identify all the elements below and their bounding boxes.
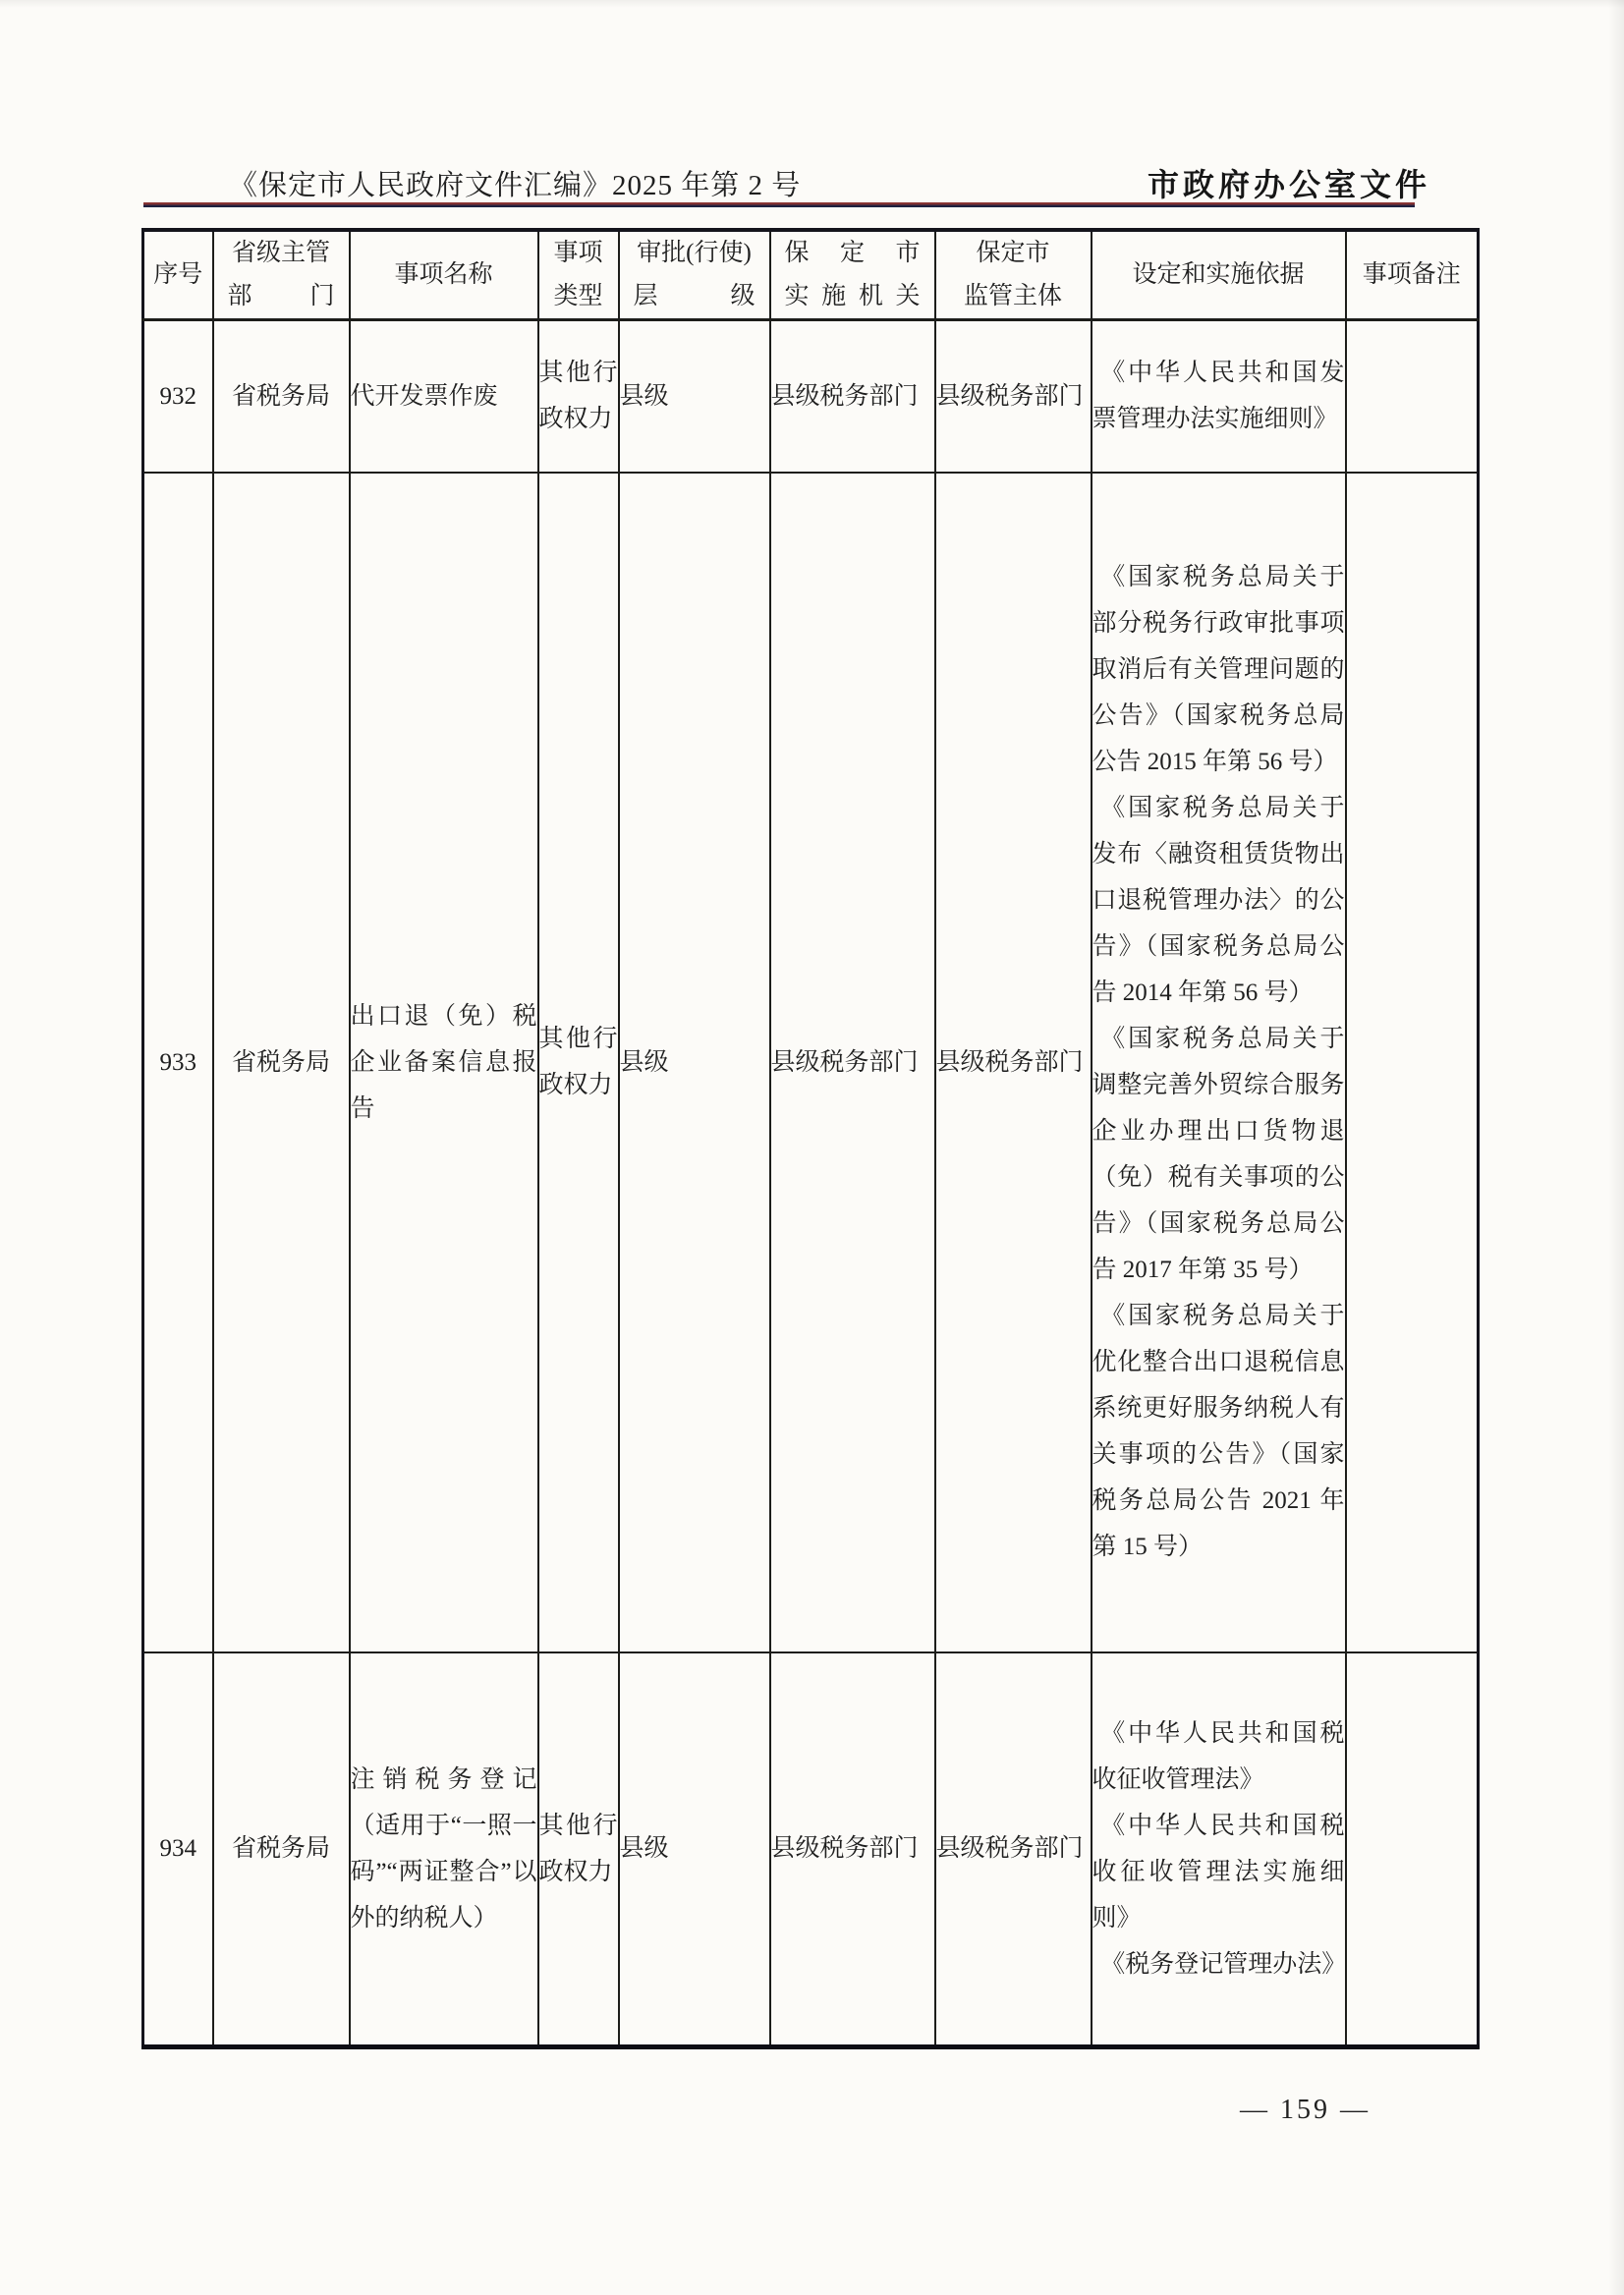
table-row-932 — [143, 320, 1479, 473]
administrative-items-table — [141, 228, 1480, 2049]
basis-citation: 《国家税务总局关于发布〈融资租赁货物出口退税管理办法〉的公告》（国家税务总局公告 2014 年第 56 号） — [1092, 795, 1345, 1006]
cell-item-type: 其他行政权力 — [538, 320, 619, 473]
cell-implementing-organ: 县级税务部门 — [770, 320, 935, 473]
col-header-no: 序号 — [143, 230, 213, 320]
cell-legal-basis — [1092, 320, 1346, 473]
cell-no: 933 — [143, 473, 213, 1652]
cell-level: 县级 — [619, 1652, 770, 2047]
basis-citation: 《国家税务总局关于优化整合出口退税信息系统更好服务纳税人有关事项的公告》（国家税务总局公告 2021 年第 15 号） — [1092, 1303, 1345, 1560]
cell-implementing-organ: 县级税务部门 — [770, 1652, 935, 2047]
basis-citation: 《国家税务总局关于调整完善外贸综合服务企业办理出口货物退（免）税有关事项的公告》（国家税务总局公告 2017 年第 35 号） — [1092, 1026, 1345, 1283]
cell-item-name: 代开发票作废 — [350, 320, 538, 473]
cell-supervising-body: 县级税务部门 — [935, 473, 1092, 1652]
col-header-remark: 事项备注 — [1346, 230, 1479, 320]
header-divider-rule — [143, 202, 1415, 207]
col-header-basis: 设定和实施依据 — [1092, 230, 1346, 320]
table-header-row — [143, 230, 1479, 320]
col-header-type: 事项 类型 — [538, 230, 619, 320]
cell-supervising-body: 县级税务部门 — [935, 320, 1092, 473]
cell-no: 934 — [143, 1652, 213, 2047]
cell-remark — [1346, 473, 1479, 1652]
col-header-dept: 省级主管 部门 — [213, 230, 350, 320]
cell-level: 县级 — [619, 320, 770, 473]
scan-artifact-right — [1608, 0, 1624, 2295]
cell-level: 县级 — [619, 473, 770, 1652]
cell-remark — [1346, 320, 1479, 473]
cell-legal-basis — [1092, 1652, 1346, 2047]
basis-citation: 《中华人民共和国税收征收管理法实施细则》 — [1092, 1812, 1345, 1931]
col-header-level: 审批(行使) 层级 — [619, 230, 770, 320]
cell-implementing-organ: 县级税务部门 — [770, 473, 935, 1652]
col-header-impl: 保定市 实施机关 — [770, 230, 935, 320]
table-row-934 — [143, 1652, 1479, 2047]
cell-remark — [1346, 1652, 1479, 2047]
document-category-header: 市政府办公室文件 — [1148, 167, 1431, 202]
basis-citation: 《中华人民共和国税收征收管理法》 — [1092, 1719, 1345, 1793]
scan-artifact-top — [0, 0, 1624, 8]
basis-citation: 《中华人民共和国发票管理办法实施细则》 — [1092, 360, 1345, 433]
table-row-933 — [143, 473, 1479, 1652]
col-header-supervisor: 保定市 监管主体 — [935, 230, 1092, 320]
cell-no: 932 — [143, 320, 213, 473]
cell-item-name: 出口退（免）税企业备案信息报告 — [350, 473, 538, 1652]
cell-dept: 省税务局 — [213, 320, 350, 473]
cell-legal-basis — [1092, 473, 1346, 1652]
cell-item-type: 其他行政权力 — [538, 1652, 619, 2047]
cell-dept: 省税务局 — [213, 1652, 350, 2047]
cell-item-name: 注销税务登记（适用于“一照一码”“两证整合”以外的纳税人） — [350, 1652, 538, 2047]
compilation-title: 《保定市人民政府文件汇编》2025 年第 2 号 — [229, 170, 802, 201]
page-number: — 159 — — [1240, 2095, 1371, 2125]
basis-citation: 《国家税务总局关于部分税务行政审批事项取消后有关管理问题的公告》（国家税务总局公告 2015 年第 56 号） — [1092, 564, 1345, 775]
cell-dept: 省税务局 — [213, 473, 350, 1652]
cell-item-type: 其他行政权力 — [538, 473, 619, 1652]
cell-supervising-body: 县级税务部门 — [935, 1652, 1092, 2047]
basis-citation: 《税务登记管理办法》 — [1100, 1950, 1347, 1978]
col-header-name: 事项名称 — [350, 230, 538, 320]
